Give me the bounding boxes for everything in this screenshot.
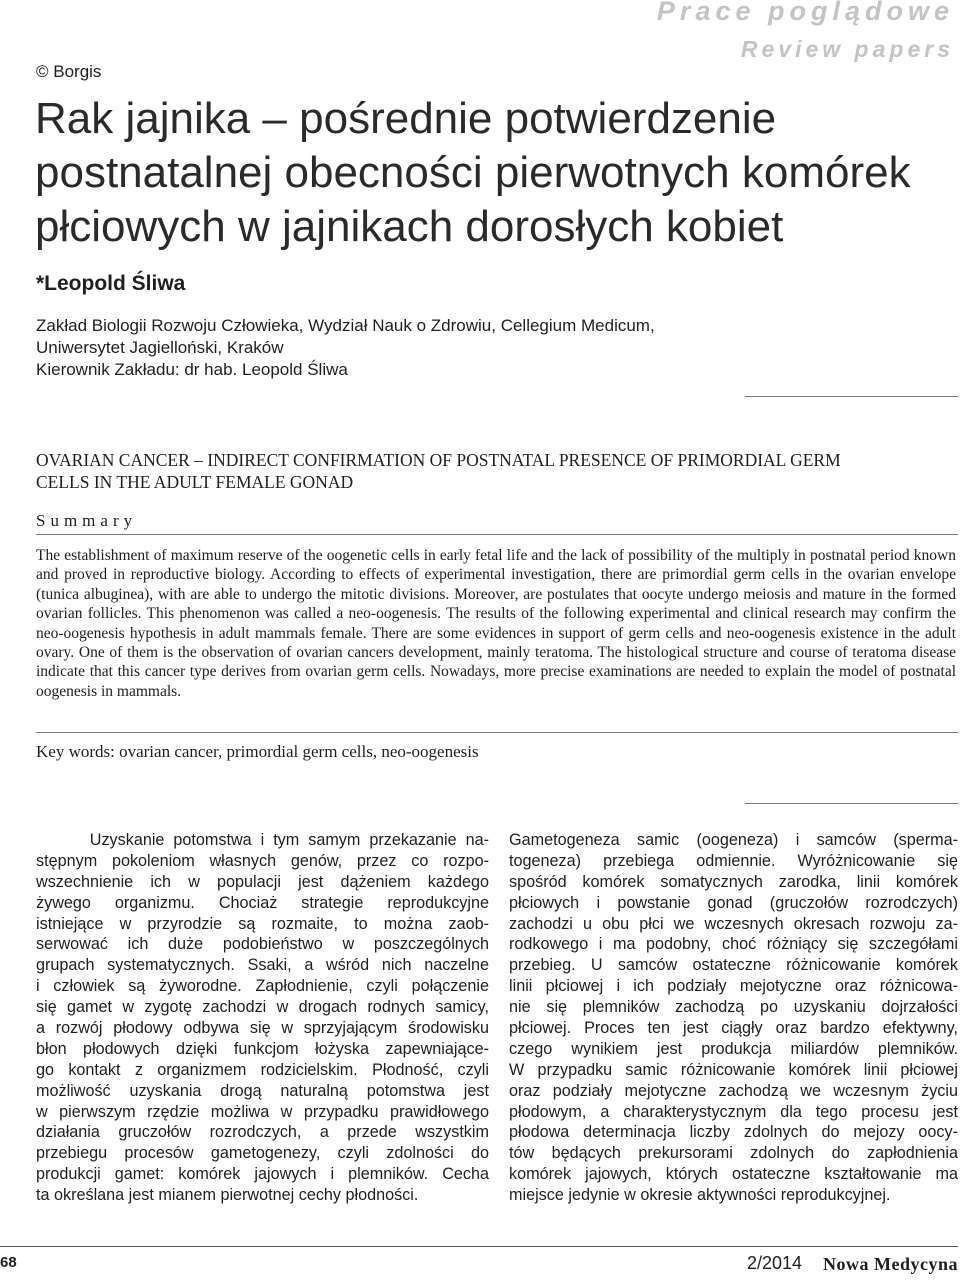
body-line: stępnym pokoleniom własnych genów, przez co rozpo-	[36, 851, 489, 870]
article-title	[35, 92, 935, 254]
body-line: żywego organizmu. Chociaż strategie reprodukcyjne	[36, 893, 489, 912]
issue-number: 2/2014	[747, 1253, 803, 1273]
body-line: w pierwszym rzędzie możliwa w przypadku prawidłowego	[36, 1102, 489, 1121]
english-title	[36, 449, 946, 493]
body-line: działania gruczołów rozrodczych, a przede wszystkim	[36, 1123, 489, 1142]
body-line: spośród komórek somatycznych zarodka, linii komórek	[509, 872, 958, 891]
body-line: linii płciowej i ich podziały mejotyczne oraz różnicowa-	[509, 977, 958, 996]
section-label-english: Review papers	[740, 36, 954, 62]
body-line: się gamet w zygotę zachodzi w drogach rodnych samicy,	[36, 998, 489, 1017]
copyright-notice: © Borgis	[36, 62, 102, 81]
summary-heading: Summary	[36, 511, 138, 530]
body-line: ta określana jest mianem pierwotnej cechy płodności.	[36, 1186, 419, 1205]
body-line: komórek jajowych, których ostateczne kształtowanie ma	[509, 1165, 958, 1184]
english-title-line: OVARIAN CANCER – INDIRECT CONFIRMATION OF POSTNATAL PRESENCE OF PRIMORDIAL GERM	[36, 450, 841, 470]
body-column-right	[509, 830, 958, 1206]
body-line: W przypadku samic różnicowanie komórek linii płciowej	[509, 1060, 958, 1079]
body-line: płodowa determinacja liczby zdolnych do mejozy oocy-	[509, 1123, 958, 1142]
body-line: wszechnienie ich w populacji jest dążeniem każdego	[36, 872, 489, 891]
body-line: przebiegu procesów gametogenezy, czyli zdolności do	[36, 1144, 489, 1163]
body-line: tów będących prekursorami zdolnych do zapłodnienia	[509, 1144, 958, 1163]
body-line: przebieg. U samców ostateczne różnicowanie komórek	[509, 956, 958, 975]
divider-body	[745, 803, 958, 804]
body-line: zachodzi u obu płci we wczesnych okresach rozwoju za-	[509, 914, 958, 933]
article-title-line: postnatalnej obecności pierwotnych komórek	[35, 148, 911, 197]
section-label-polish: Prace poglądowe	[656, 0, 954, 26]
body-line: czego wynikiem jest produkcja miliardów plemników.	[509, 1039, 958, 1058]
footer-rule	[0, 1246, 958, 1247]
author-affiliation	[36, 315, 836, 381]
body-line: oraz podziały mejotyczne zachodzą we wczesnym życiu	[509, 1081, 958, 1100]
article-title-line: Rak jajnika – pośrednie potwierdzenie	[35, 94, 777, 143]
body-line: możliwość uzyskania drogą naturalną potomstwa jest	[36, 1081, 489, 1100]
divider-summary	[36, 534, 958, 535]
body-line: grupach systematycznych. Ssaki, a wśród nich naczelne	[36, 956, 489, 975]
body-line: Gametogeneza samic (oogeneza) i samców (sperma-	[509, 831, 958, 849]
body-line: go kontakt z organizmem rodzicielskim. Płodność, czyli	[36, 1060, 489, 1079]
article-title-line: płciowych w jajnikach dorosłych kobiet	[35, 202, 784, 251]
body-line: płciowych i powstanie gonad (gruczołów rozrodczych)	[509, 893, 958, 912]
body-line: serwować ich duże podobieństwo w poszczególnych	[36, 935, 489, 954]
affiliation-line: Uniwersytet Jagielloński, Kraków	[36, 338, 284, 357]
body-line: nie się plemników zachodzą po uzyskaniu dojrzałości	[509, 998, 958, 1017]
keywords: Key words: ovarian cancer, primordial germ cells, neo-oogenesis	[36, 742, 479, 761]
body-line: produkcji gamet: komórek jajowych i plemników. Cecha	[36, 1165, 489, 1184]
body-line: rodkowego i ma podobny, choć różniący się szczegółami	[509, 935, 958, 954]
divider-keywords	[36, 732, 958, 733]
body-line: płciowej. Proces ten jest ciągły oraz bardzo efektywny,	[509, 1019, 958, 1038]
affiliation-line: Kierownik Zakładu: dr hab. Leopold Śliwa	[36, 360, 348, 379]
body-line: togeneza) przebiega odmiennie. Wyróżnicowanie się	[509, 851, 958, 870]
body-line: Uzyskanie potomstwa i tym samym przekazanie na-	[36, 831, 489, 849]
divider-short	[745, 396, 958, 397]
body-line: a rozwój płodowy odbywa się w sprzyjającym środowisku	[36, 1019, 489, 1038]
body-column-left	[36, 830, 489, 1206]
affiliation-line: Zakład Biologii Rozwoju Człowieka, Wydział Nauk o Zdrowiu, Cellegium Medicum,	[36, 316, 655, 335]
body-line: istniejące w przyrodzie są rozmaite, to można zaob-	[36, 914, 489, 933]
body-line: błon płodowych dzięki funkcjom łożyska zapewniające-	[36, 1039, 489, 1058]
summary-text: The establishment of maximum reserve of the oogenetic cells in early fetal life and the lack of possibility of the multiply in postnatal period known and proved in reproductive biology. According to effects of experimental investigation, there are primordial germ cells in the ovarian envelope (tunica albuginea), with are able to undergo the mitotic divisions. Moreover, are postulates that oocyte undergo meiosis and mature in the formed ovarian follicles. This phenomenon was called a neo-oogenesis. The results of the following experimental and clinical research may confirm the neo-oogenesis hypothesis in adult mammals female. There are some evidences in support of germ cells and neo-oogenesis existence in the adult ovary. One of them is the observation of ovarian cancers development, mainly teratoma. The histological structure and course of teratoma disease indicate that this cancer type derives from ovarian germ cells. Nowadays, more precise examinations are needed to explain the model of postnatal oogenesis in mammals.	[36, 547, 956, 700]
body-line: i człowiek są żyworodne. Zapłodnienie, czyli połączenie	[36, 977, 489, 996]
author-name: *Leopold Śliwa	[36, 272, 186, 295]
body-line: płodowym, a charakterystycznym dla tego procesu jest	[509, 1102, 958, 1121]
english-title-line: CELLS IN THE ADULT FEMALE GONAD	[36, 472, 354, 492]
page-number: 68	[0, 1254, 17, 1271]
body-line: miejsce jedynie w okresie aktywności reprodukcyjnej.	[509, 1186, 891, 1205]
journal-name: Nowa Medycyna	[823, 1254, 958, 1274]
